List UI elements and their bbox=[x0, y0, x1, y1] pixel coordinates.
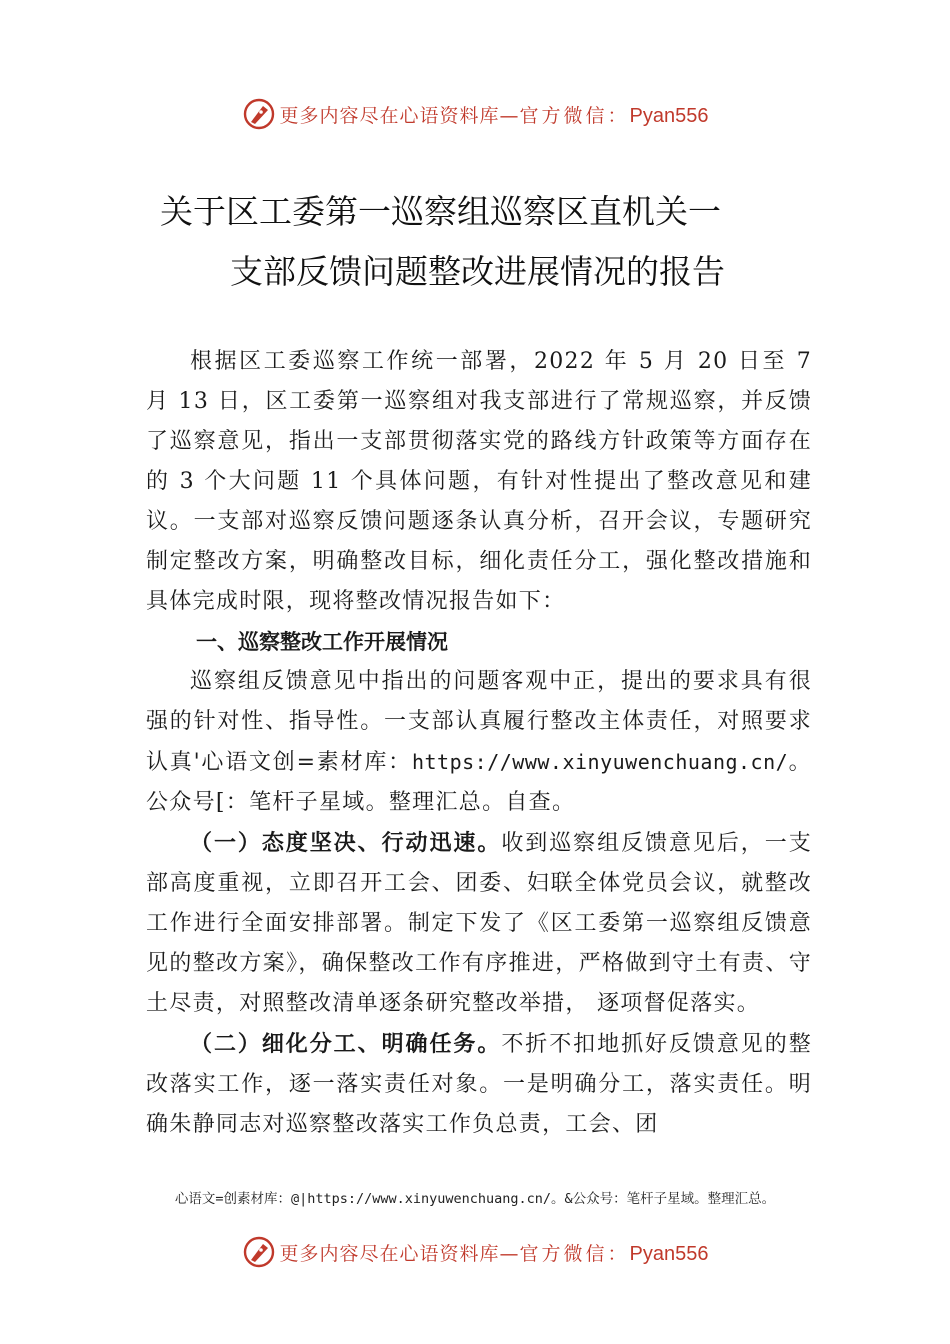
top-banner bbox=[0, 92, 950, 136]
title-line-1: 关于区工委第一巡察组巡察区直机关一 bbox=[160, 192, 721, 231]
subsection-2-title: （二）细化分工、明确任务。 bbox=[190, 1031, 502, 1057]
title-line-2: 支部反馈问题整改进展情况的报告 bbox=[230, 252, 725, 291]
paragraph-intro: 根据区工委巡察工作统一部署，2022 年 5 月 20 日至 7 月 13 日，区工委第一巡察组对我支部进行了常规巡察，并反馈了巡察意见，指出一支部贯彻落实党的路线方针政策等方面存在的 3 个大问题 11 个具体问题，有针对性提出了整改意见和建议。一支部对巡察反馈问题逐条认真分析，召开会议，专题研究制定整改方案，明确整改目标，细化责任分工，强化整改措施和具体完成时限，现将整改情况报告如下： bbox=[146, 349, 812, 614]
subsection-1: （一）态度坚决、行动迅速。收到巡察组反馈意见后，一支部高度重视，立即召开工会、团委、妇联全体党员会议，就整改工作进行全面安排部署。制定下发了《区工委第一巡察组反馈意见的整改方案》，确保整改工作有序推进，严格做到守土有责、守土尽责，对照整改清单逐条研究整改举措， 逐项督促落实。 bbox=[146, 830, 812, 1016]
banner-text: 更多内容尽在心语资料库—官方微信：Pyan556 bbox=[279, 1242, 709, 1265]
pen-nib-logo-icon bbox=[242, 1235, 276, 1269]
bottom-banner bbox=[0, 1230, 950, 1274]
footer-watermark-note: 心语文=创素材库：@|https://www.xinyuwenchuang.cn/。&公众号：笔杆子星域。整理汇总。 bbox=[174, 1191, 776, 1207]
subsection-1-title: （一）态度坚决、行动迅速。 bbox=[190, 830, 502, 856]
pen-nib-logo-icon bbox=[242, 97, 276, 131]
url-text: https://www.xinyuwenchuang.cn/ bbox=[411, 750, 789, 774]
section-heading-1: 一、巡察整改工作开展情况 bbox=[196, 630, 448, 654]
document-body bbox=[146, 342, 812, 1145]
subsection-2: （二）细化分工、明确任务。不折不扣地抓好反馈意见的整改落实工作，逐一落实责任对象。一是明确分工，落实责任。明确朱静同志对巡察整改落实工作负总责，工会、团 bbox=[146, 1031, 812, 1137]
paragraph-2: 巡察组反馈意见中指出的问题客观中正，提出的要求具有很强的针对性、指导性。一支部认真履行整改主体责任，对照要求认真'心语文创=素材库：https://www.xinyuwenchuang.cn/。公众号[：笔杆子星域。整理汇总。自查。 bbox=[146, 669, 812, 815]
banner-text: 更多内容尽在心语资料库—官方微信：Pyan556 bbox=[279, 104, 709, 127]
